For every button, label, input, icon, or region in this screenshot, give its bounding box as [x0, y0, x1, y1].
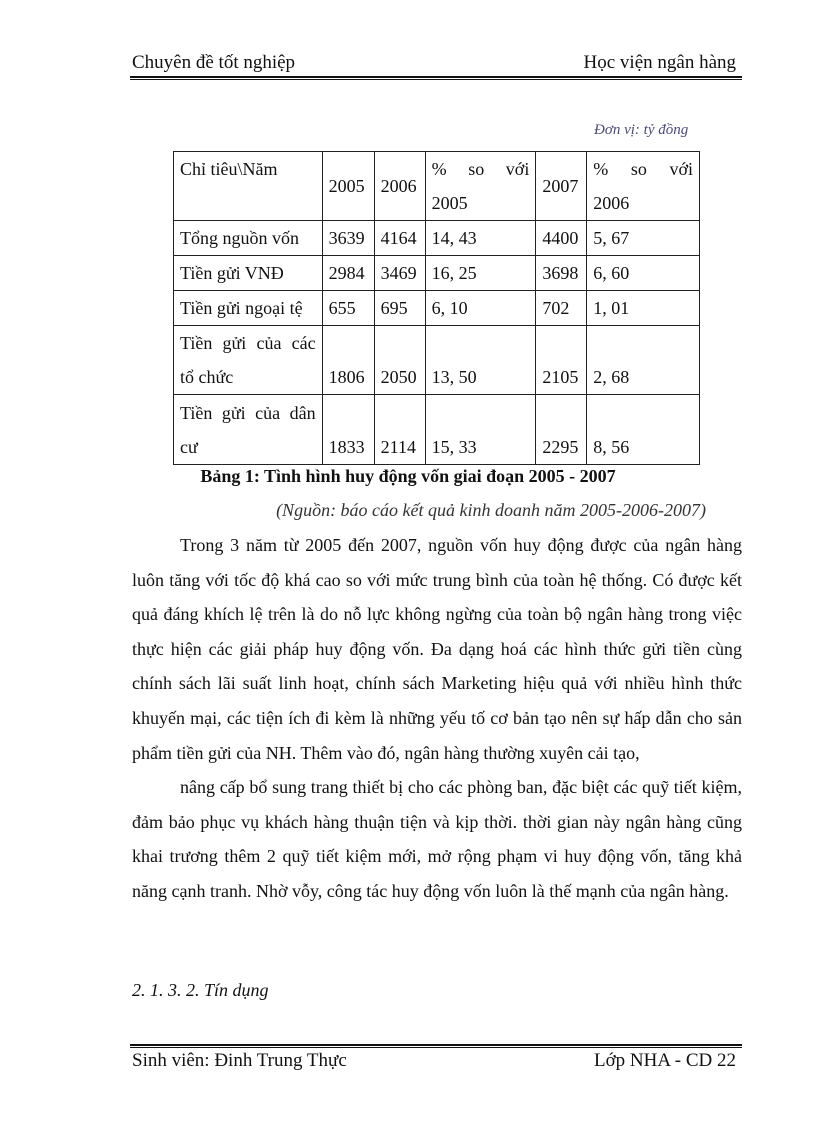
page-footer — [132, 1050, 740, 1074]
header-pct-voi: với — [669, 159, 693, 179]
header-right: Học viện ngân hàng — [583, 52, 736, 73]
footer-right: Lớp NHA - CD 22 — [594, 1050, 736, 1071]
header-cell-2007: 2007 — [536, 152, 587, 221]
paragraph: Trong 3 năm từ 2005 đến 2007, nguồn vốn huy động được của ngân hàng luôn tăng với tốc độ khá cao so với mức trung bình của toàn hệ thống. Có được kết quả đáng khích lệ trên là do nỗ lực không ngừng của toàn bộ ngân hàng trong việc thực hiện các giải pháp huy động vốn. Đa dạng hoá các hình thức gửi tiền cùng chính sách lãi suất linh hoạt, chính sách Marketing hiệu quả với nhiều hình thức khuyến mại, các tiện ích đi kèm là những yếu tố cơ bản tạo nên sự hấp dẫn cho sản phẩm tiền gửi của NH. Thêm vào đó, ngân hàng thường xuyên cải tạo, — [132, 535, 742, 763]
header-pct-so: so — [468, 159, 485, 179]
footer-rule-thin — [130, 1047, 742, 1048]
cell-pct-2005: 16, 25 — [425, 256, 536, 291]
cell-2006: 695 — [374, 291, 425, 326]
table-row — [174, 326, 700, 395]
header-pct-year: 2006 — [593, 193, 630, 213]
table-caption: Bảng 1: Tình hình huy động vốn giai đoạn 2005 - 2007 — [200, 466, 616, 486]
header-pct-symbol: % — [431, 159, 447, 179]
table-unit: Đơn vị: tỷ đồng — [594, 122, 689, 138]
footer-left: Sinh viên: Đinh Trung Thực — [132, 1050, 347, 1071]
table-row — [174, 395, 700, 465]
header-cell-2005: 2005 — [322, 152, 374, 221]
cell-pct-2006: 6, 60 — [587, 256, 700, 291]
header-cell-pct-2005 — [425, 152, 536, 221]
row-label — [174, 326, 323, 395]
footer-rule — [130, 1044, 742, 1046]
cell-pct-2006: 2, 68 — [587, 326, 700, 395]
cell-2006: 2114 — [374, 395, 425, 465]
cell-2007: 702 — [536, 291, 587, 326]
header-cell-pct-2006 — [587, 152, 700, 221]
header-rule — [130, 76, 742, 78]
table-source: (Nguồn: báo cáo kết quả kinh doanh năm 2005-2006-2007) — [276, 500, 706, 520]
cell-2005: 2984 — [322, 256, 374, 291]
capital-table — [173, 151, 700, 465]
row-label: Tổng nguồn vốn — [174, 221, 323, 256]
cell-pct-2005: 14, 43 — [425, 221, 536, 256]
cell-2007: 2295 — [536, 395, 587, 465]
cell-pct-2006: 5, 67 — [587, 221, 700, 256]
table-header-row — [174, 152, 700, 221]
header-cell-2006: 2006 — [374, 152, 425, 221]
header-pct-year: 2005 — [431, 193, 468, 213]
cell-pct-2006: 1, 01 — [587, 291, 700, 326]
row-label: Tiền gửi VNĐ — [174, 256, 323, 291]
cell-pct-2006: 8, 56 — [587, 395, 700, 465]
cell-2007: 3698 — [536, 256, 587, 291]
page-header — [132, 52, 740, 76]
table-row — [174, 256, 700, 291]
row-label-line1: Tiền gửi của dân — [180, 402, 316, 423]
cell-2007: 2105 — [536, 326, 587, 395]
cell-pct-2005: 13, 50 — [425, 326, 536, 395]
cell-pct-2005: 6, 10 — [425, 291, 536, 326]
cell-2005: 1833 — [322, 395, 374, 465]
cell-2007: 4400 — [536, 221, 587, 256]
cell-pct-2005: 15, 33 — [425, 395, 536, 465]
header-pct-voi: với — [505, 159, 530, 179]
header-pct-so: so — [630, 159, 647, 179]
row-label-line1: Tiền gửi của các — [180, 333, 316, 353]
row-label: Tiền gửi ngoại tệ — [174, 291, 323, 326]
cell-2005: 3639 — [322, 221, 374, 256]
header-cell-indicator: Chỉ tiêu\Năm — [174, 152, 323, 221]
row-label-line2: tổ chức — [180, 367, 234, 387]
header-rule-thin — [130, 79, 742, 80]
table-row — [174, 221, 700, 256]
row-label-line2: cư — [180, 436, 198, 457]
header-pct-symbol: % — [593, 159, 609, 179]
paragraph: nâng cấp bổ sung trang thiết bị cho các phòng ban, đặc biệt các quỹ tiết kiệm, đảm bảo phục vụ khách hàng thuận tiện và kịp thời. thời gian này ngân hàng cũng khai trương thêm 2 quỹ tiết kiệm mới, mở rộng phạm vi huy động vốn, tăng khả năng cạnh tranh. Nhờ vỗy, công tác huy động vốn luôn là thế mạnh của ngân hàng. — [132, 777, 742, 901]
header-left: Chuyên đề tốt nghiệp — [132, 52, 296, 73]
row-label — [174, 395, 323, 465]
section-heading: 2. 1. 3. 2. Tín dụng — [132, 980, 269, 1000]
cell-2005: 1806 — [322, 326, 374, 395]
cell-2006: 3469 — [374, 256, 425, 291]
table-row — [174, 291, 700, 326]
body-text — [132, 528, 742, 909]
cell-2005: 655 — [322, 291, 374, 326]
cell-2006: 4164 — [374, 221, 425, 256]
cell-2006: 2050 — [374, 326, 425, 395]
